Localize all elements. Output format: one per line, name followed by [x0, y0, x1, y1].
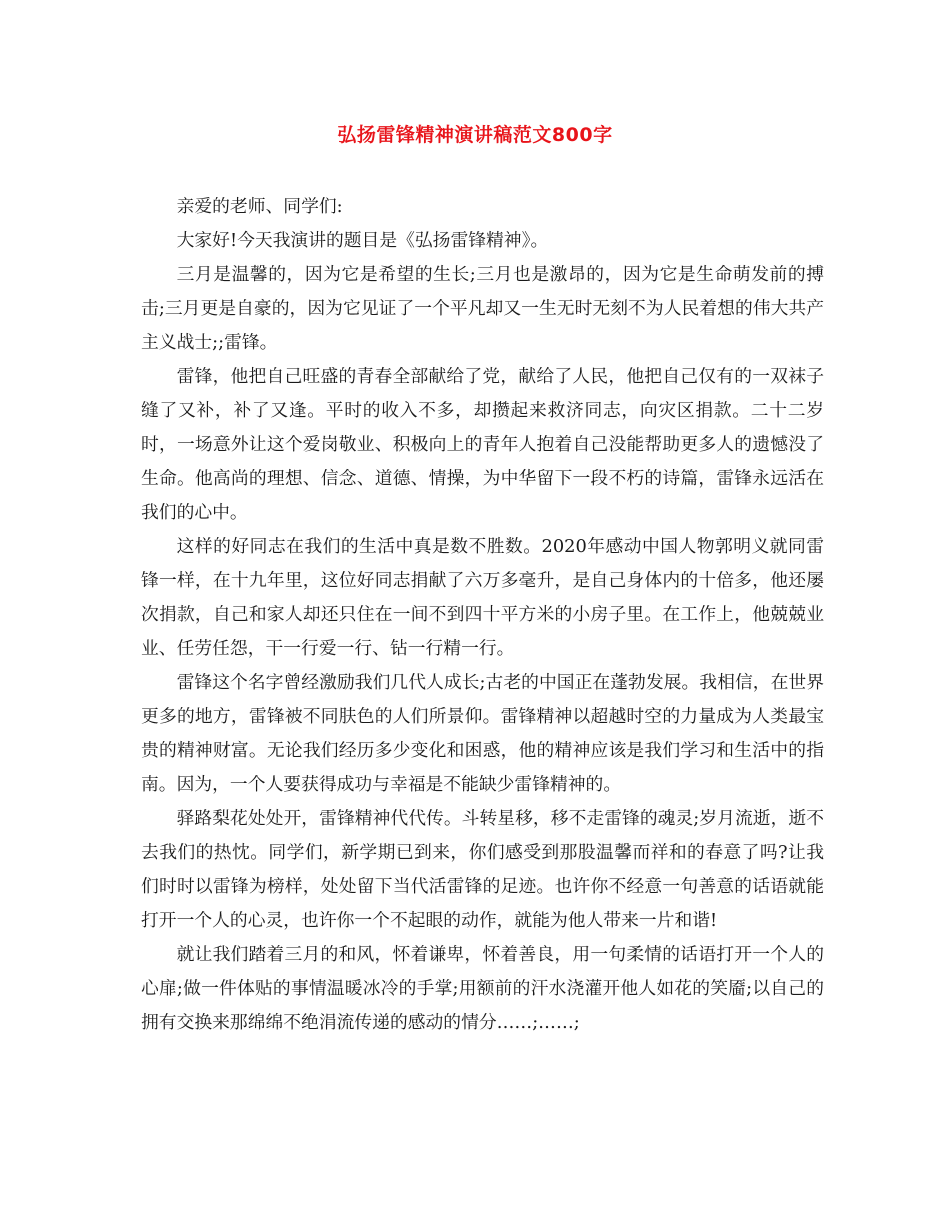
paragraph-greeting: 亲爱的老师、同学们: [176, 196, 343, 217]
paragraph-leifeng: 雷锋，他把自己旺盛的青春全部献给了党，献给了人民，他把自己仅有的一双袜子缝了又补，补了又逢。平时的收入不多，却攒起来救济同志，向灾区捐款。二十二岁时，一场意外让这个爱岗敬业、积极向上的青年人抱着自己没能帮助更多人的遗憾没了生命。他高尚的理想、信念、道德、情操，为中华留下一段不朽的诗篇，雷锋永远活在我们的心中。 [141, 366, 824, 523]
paragraph-march: 三月是温馨的，因为它是希望的生长;三月也是激昂的，因为它是生命萌发前的搏击;三月更是自豪的，因为它见证了一个平凡却又一生无时无刻不为人民着想的伟大共产主义战士;;雷锋。 [141, 264, 824, 353]
paragraph-spirit: 驿路梨花处处开，雷锋精神代代传。斗转星移，移不走雷锋的魂灵;岁月流逝，逝不去我们的热忱。同学们，新学期已到来，你们感受到那股温馨而祥和的春意了吗?让我们时时以雷锋为榜样，处处留下当代活雷锋的足迹。也许你不经意一句善意的话语就能打开一个人的心灵，也许你一个不起眼的动作，就能为他人带来一片和谐! [141, 808, 824, 931]
paragraph-closing: 就让我们踏着三月的和风，怀着谦卑，怀着善良，用一句柔情的话语打开一个人的心扉;做一件体贴的事情温暖冰冷的手掌;用额前的汗水浇灌开他人如花的笑靥;以自己的拥有交换来那绵绵不绝涓流传递的感动的情分……;……; [141, 944, 824, 1033]
paragraph-intro: 大家好!今天我演讲的题目是《弘扬雷锋精神》。 [176, 230, 549, 251]
document-title: 弘扬雷锋精神演讲稿范文800字 [337, 124, 613, 146]
document-body [141, 190, 824, 1040]
paragraph-inspiration: 雷锋这个名字曾经激励我们几代人成长;古老的中国正在蓬勃发展。我相信，在世界更多的地方，雷锋被不同肤色的人们所景仰。雷锋精神以超越时空的力量成为人类最宝贵的精神财富。无论我们经历多少变化和困惑，他的精神应该是我们学习和生活中的指南。因为，一个人要获得成功与幸福是不能缺少雷锋精神的。 [141, 672, 824, 795]
paragraph-guomingyi: 这样的好同志在我们的生活中真是数不胜数。2020年感动中国人物郭明义就同雷锋一样，在十九年里，这位好同志捐献了六万多毫升，是自己身体内的十倍多，他还屡次捐款，自己和家人却还只住在一间不到四十平方米的小房子里。在工作上，他兢兢业业、任劳任怨，干一行爱一行、钻一行精一行。 [141, 536, 824, 659]
